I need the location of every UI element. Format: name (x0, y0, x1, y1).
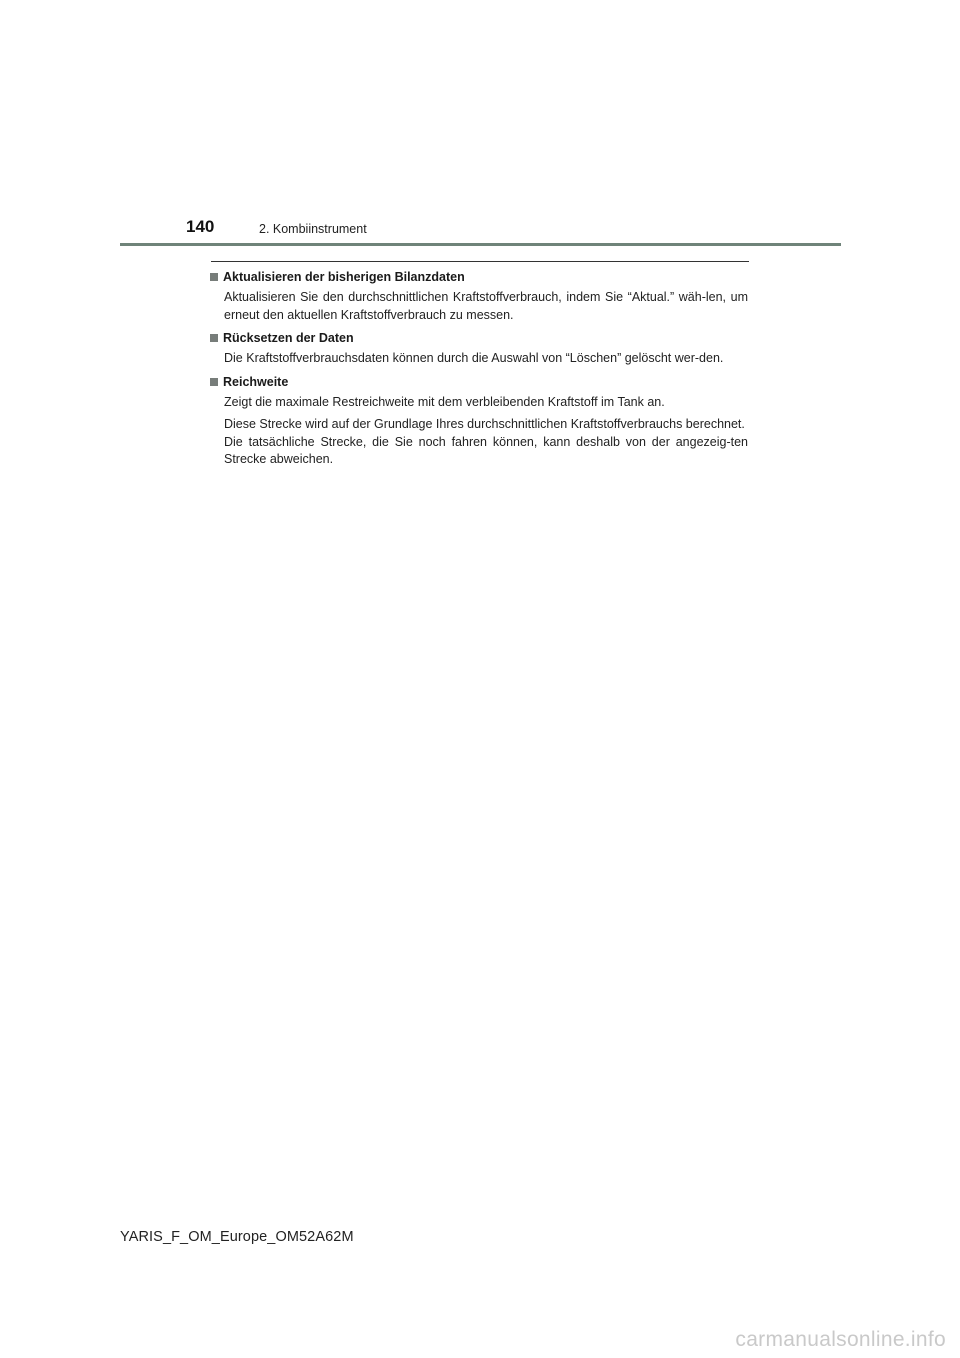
chapter-title: 2. Kombiinstrument (259, 222, 367, 236)
section-heading-text: Reichweite (223, 374, 289, 389)
section-heading-text: Rücksetzen der Daten (223, 331, 354, 345)
watermark: carmanualsonline.info (735, 1328, 946, 1351)
section-paragraph: Die Kraftstoffverbrauchsdaten können durch die Auswahl von “Löschen” gelöscht wer-den. (224, 351, 724, 365)
section-divider (211, 261, 749, 262)
section-paragraph: Aktualisieren Sie den durchschnittlichen Kraftstoffverbrauch, indem Sie “Aktual.” wäh-len, um erneut den aktuellen Kraftstoffverbrauch zu messen. (224, 290, 748, 322)
section-range (210, 373, 748, 469)
section-heading (210, 373, 748, 391)
square-bullet-icon (210, 334, 218, 342)
page-content (210, 268, 748, 474)
header-divider (120, 243, 841, 246)
square-bullet-icon (210, 273, 218, 281)
square-bullet-icon (210, 378, 218, 386)
section-heading (210, 329, 748, 347)
section-heading-text: Aktualisieren der bisherigen Bilanzdaten (223, 270, 465, 284)
page-number: 140 (186, 217, 215, 236)
section-paragraph: Die tatsächliche Strecke, die Sie noch fahren können, kann deshalb von der angezeig-ten Strecke abweichen. (224, 434, 748, 466)
section-paragraph: Zeigt die maximale Restreichweite mit dem verbleibenden Kraftstoff im Tank an. (224, 394, 665, 409)
section-reset-data (210, 329, 748, 368)
section-paragraph: Diese Strecke wird auf der Grundlage Ihres durchschnittlichen Kraftstoffverbrauchs berechnet. (224, 417, 745, 431)
document-code: YARIS_F_OM_Europe_OM52A62M (120, 1229, 354, 1245)
section-heading (210, 268, 748, 286)
section-update-history (210, 268, 748, 324)
